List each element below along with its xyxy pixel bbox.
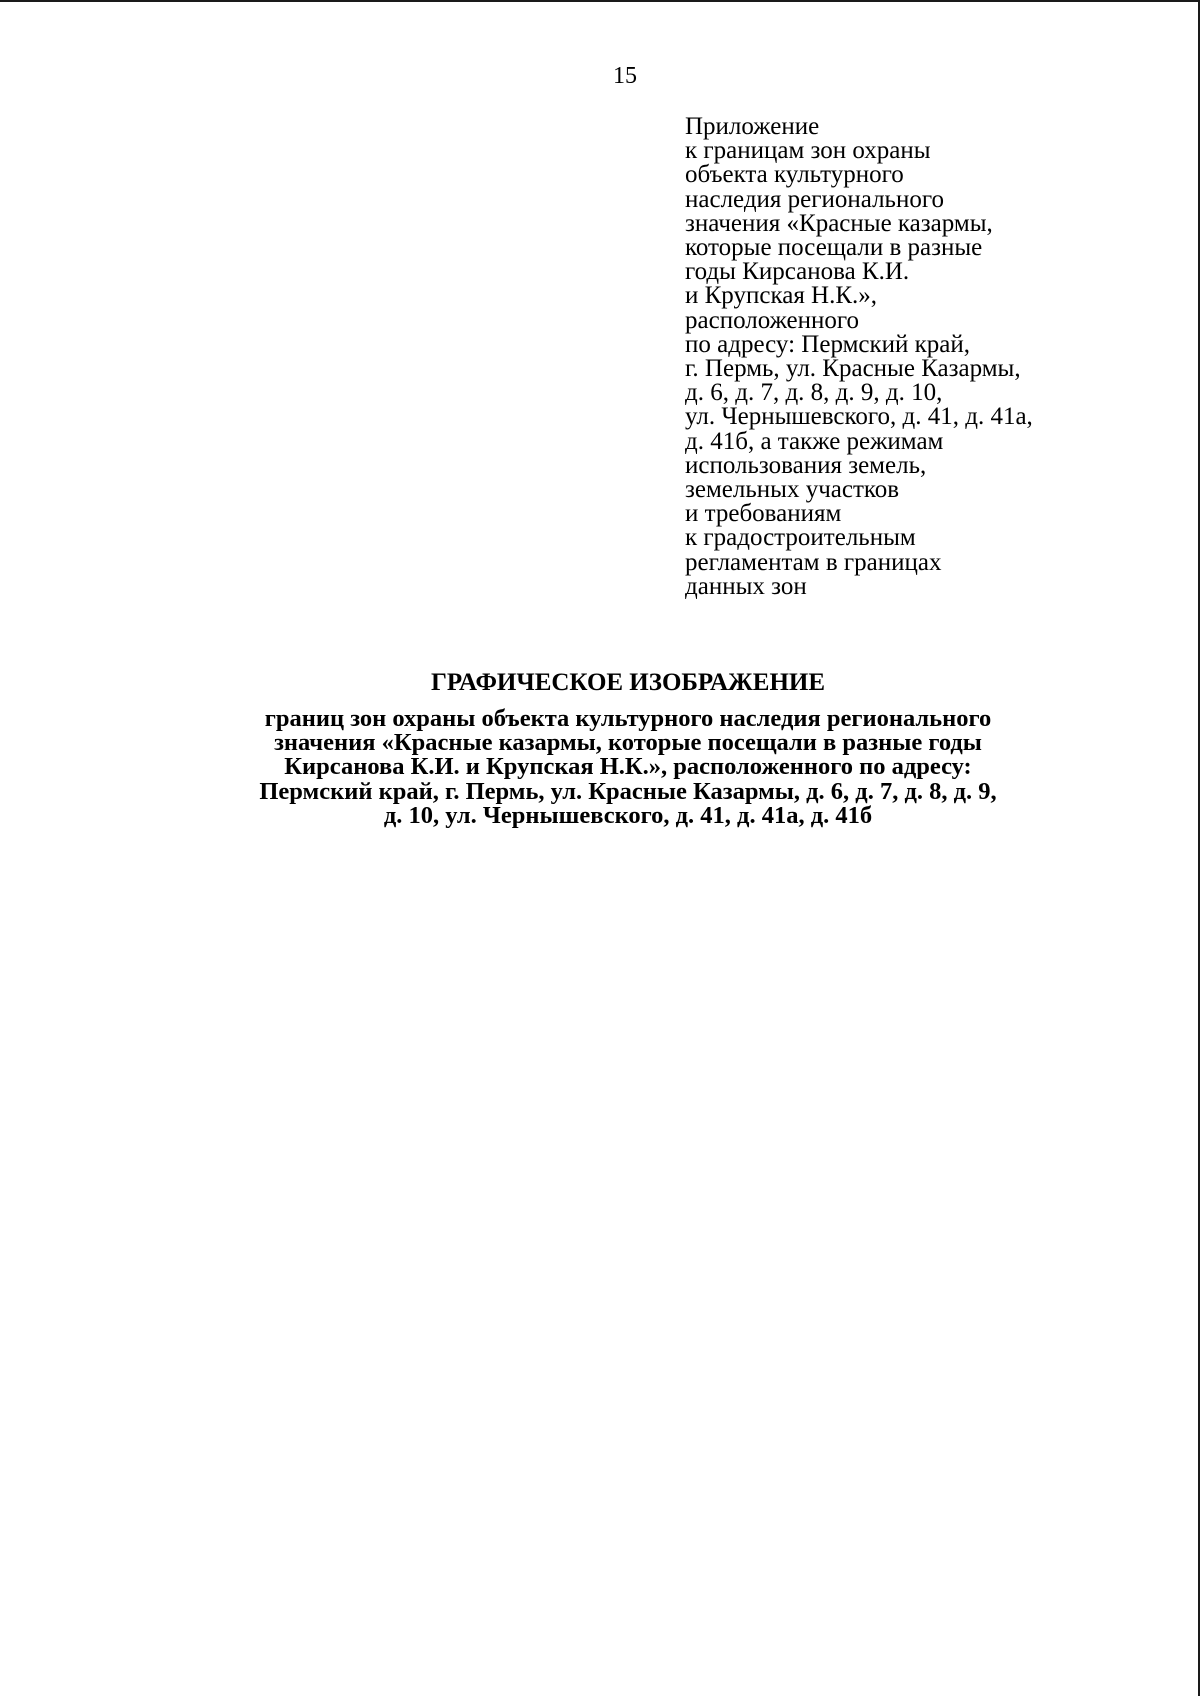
appendix-line: земельных участков [685,476,900,504]
appendix-line: к границам зон охраны [685,137,931,165]
appendix-line: регламентам в границах [685,548,942,576]
appendix-line: и Крупская Н.К.», [685,282,878,310]
appendix-line: ул. Чернышевского, д. 41, д. 41а, [685,403,1033,431]
appendix-line: г. Пермь, ул. Красные Казармы, [685,355,1021,383]
subtitle-line: границ зон охраны объекта культурного наследия регионального [264,705,992,732]
subtitle-line: Кирсанова К.И. и Крупская Н.К.», расположенного по адресу: [284,753,972,781]
appendix-block [685,115,1165,599]
appendix-line: к градостроительным [685,524,916,552]
appendix-line: и требованиям [685,500,842,528]
document-title: ГРАФИЧЕСКОЕ ИЗОБРАЖЕНИЕ [430,669,826,696]
appendix-line: наследия регионального [685,185,944,213]
document-subtitle [100,707,1156,828]
appendix-line: использования земель, [685,451,927,479]
subtitle-line: значения «Красные казармы, которые посещали в разные годы [274,729,982,757]
appendix-line: значения «Красные казармы, [685,209,993,237]
subtitle-line: Пермский край, г. Пермь, ул. Красные Казармы, д. 6, д. 7, д. 8, д. 9, [259,777,997,805]
appendix-line: д. 6, д. 7, д. 8, д. 9, д. 10, [685,379,943,407]
appendix-line: д. 41б, а также режимам [685,427,944,455]
appendix-line: годы Кирсанова К.И. [685,258,910,286]
appendix-line: данных зон [685,572,807,600]
appendix-line: Приложение [685,113,820,140]
appendix-line: расположенного [685,306,860,334]
appendix-line: объекта культурного [685,161,904,189]
page-edge-top [0,0,1200,2]
appendix-line: которые посещали в разные [685,234,983,262]
page-number: 15 [613,63,637,89]
subtitle-line: д. 10, ул. Чернышевского, д. 41, д. 41а, д. 41б [383,801,873,829]
appendix-line: по адресу: Пермский край, [685,330,971,358]
